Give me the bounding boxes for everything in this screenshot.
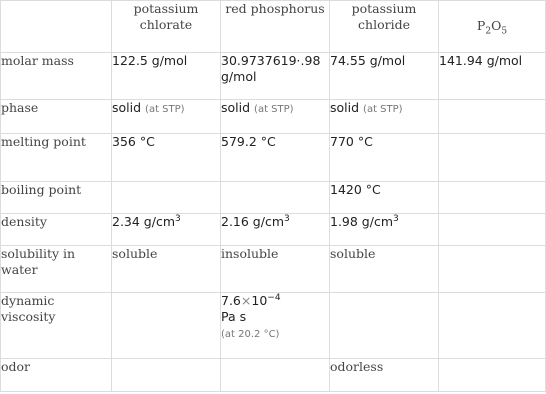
table-row [1, 182, 546, 214]
table-cell [221, 359, 330, 392]
row-label-molar-mass: molar mass [1, 53, 112, 100]
table-cell: odorless [330, 359, 439, 392]
table-cell [221, 214, 330, 246]
formula-sub-5: 5 [501, 26, 508, 37]
table-cell: 122.5 g/mol [112, 53, 221, 100]
column-header-p2o5 [439, 1, 546, 53]
table-cell: 30.9737619⋅.98 g/mol [221, 53, 330, 100]
table-cell [221, 100, 330, 134]
table-cell [439, 100, 546, 134]
formula-sub-2: 2 [485, 26, 492, 37]
table-cell [439, 293, 546, 359]
table-cell [439, 182, 546, 214]
table-cell [330, 293, 439, 359]
table-row [1, 359, 546, 392]
cell-value: solid [221, 100, 251, 115]
unit-exponent: 3 [393, 213, 399, 224]
table-cell [221, 182, 330, 214]
table-cell: soluble [112, 246, 221, 293]
cell-note: (at STP) [145, 104, 185, 115]
table-row [1, 293, 546, 359]
table-row [1, 134, 546, 182]
viscosity-mantissa: 7.6 [221, 293, 241, 308]
row-label-melting-point: melting point [1, 134, 112, 182]
row-label-odor: odor [1, 359, 112, 392]
table-cell [221, 293, 330, 359]
table-cell [439, 134, 546, 182]
table-cell [112, 214, 221, 246]
unit-exponent: 3 [284, 213, 290, 224]
cell-note: (at 20.2 °C) [221, 329, 280, 340]
formula-o: O [491, 18, 502, 33]
row-label-dynamic-viscosity: dynamic viscosity [1, 293, 112, 359]
column-header-red-phosphorus: red phosphorus [221, 1, 330, 53]
table-cell [439, 214, 546, 246]
table-cell [112, 100, 221, 134]
row-label-boiling-point: boiling point [1, 182, 112, 214]
table-cell: 356 °C [112, 134, 221, 182]
unit-exponent: 3 [175, 213, 181, 224]
column-header-potassium-chlorate: potassium chlorate [112, 1, 221, 53]
row-label-solubility-in-water: solubility in water [1, 246, 112, 293]
cell-value: 1.98 g/cm [330, 214, 394, 229]
table-cell [112, 293, 221, 359]
table-cell [439, 359, 546, 392]
cell-note: (at STP) [363, 104, 403, 115]
viscosity-unit: Pa s [221, 309, 247, 324]
table-row [1, 100, 546, 134]
table-cell: 1420 °C [330, 182, 439, 214]
viscosity-exponent: −4 [267, 292, 281, 303]
table-cell [112, 359, 221, 392]
table-row [1, 214, 546, 246]
table-cell [330, 100, 439, 134]
header-corner-cell [1, 1, 112, 53]
table-row [1, 246, 546, 293]
table-cell: 141.94 g/mol [439, 53, 546, 100]
cell-value: 2.16 g/cm [221, 214, 285, 229]
table-row [1, 53, 546, 100]
cell-value: 2.34 g/cm [112, 214, 176, 229]
times-sign: × [240, 293, 252, 308]
table-cell: soluble [330, 246, 439, 293]
cell-note: (at STP) [254, 104, 294, 115]
viscosity-base: 10 [251, 293, 268, 308]
header-row [1, 1, 546, 53]
table-cell: 579.2 °C [221, 134, 330, 182]
column-header-potassium-chloride: potassium chloride [330, 1, 439, 53]
table-cell: 74.55 g/mol [330, 53, 439, 100]
table-cell [330, 214, 439, 246]
cell-value: solid [330, 100, 360, 115]
table-cell [112, 182, 221, 214]
table-cell: 770 °C [330, 134, 439, 182]
row-label-phase: phase [1, 100, 112, 134]
table-cell [439, 246, 546, 293]
row-label-density: density [1, 214, 112, 246]
cell-value: solid [112, 100, 142, 115]
formula-p: P [476, 18, 486, 33]
table-cell: insoluble [221, 246, 330, 293]
